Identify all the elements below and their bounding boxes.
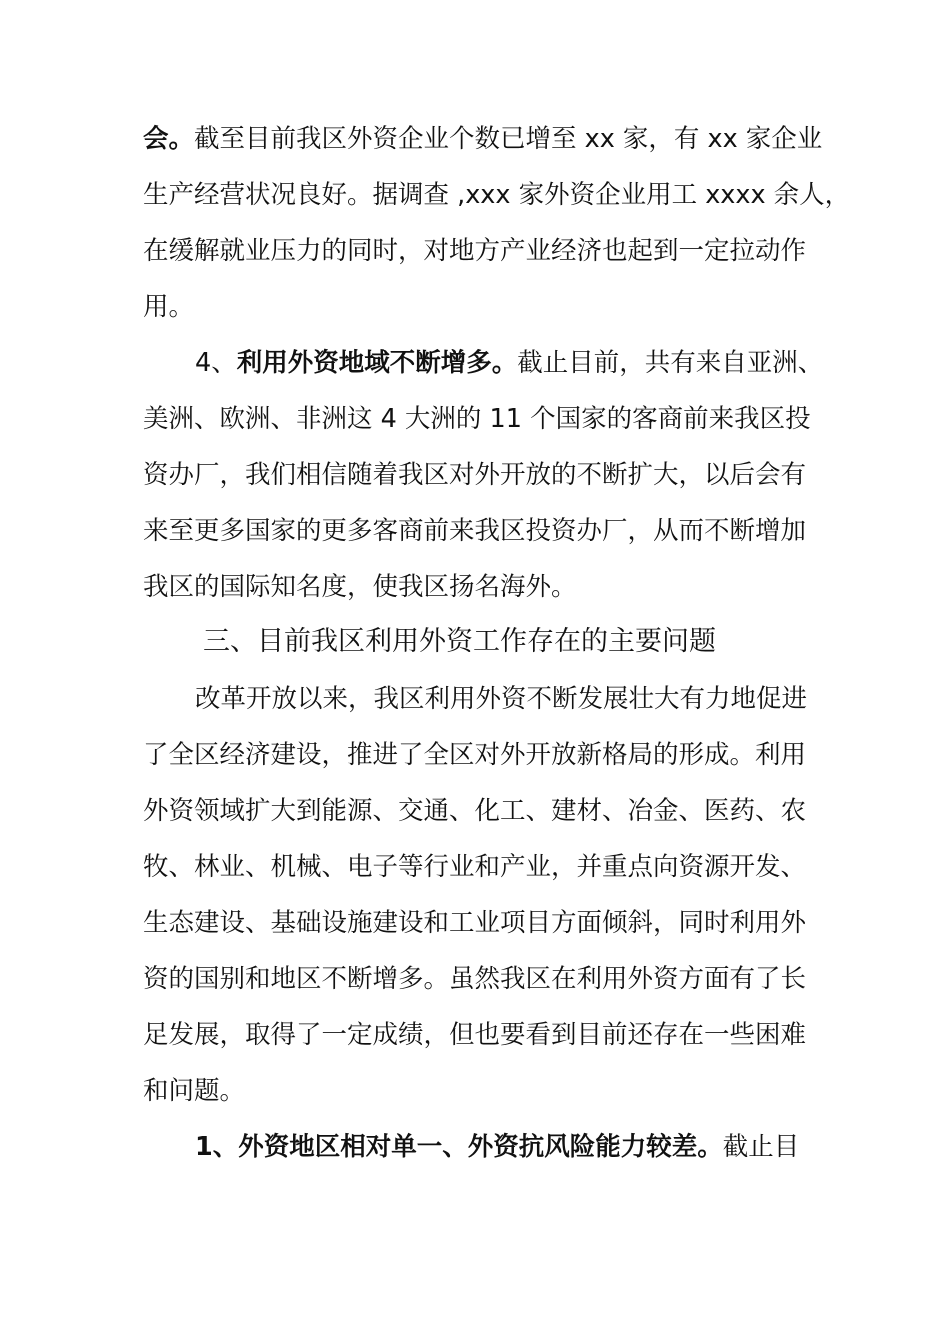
text-span: 截至目前我区外资企业个数已增至 xx 家，有 xx 家企业 xyxy=(194,124,823,154)
bold-lead: 会。 xyxy=(143,124,195,154)
paragraph-line: 足发展，取得了一定成绩，但也要看到目前还存在一些困难 xyxy=(143,1020,807,1050)
paragraph-line: 了全区经济建设，推进了全区对外开放新格局的形成。利用 xyxy=(143,740,807,770)
paragraph-line: 改革开放以来，我区利用外资不断发展壮大有力地促进 xyxy=(195,684,808,714)
paragraph-line: 美洲、欧洲、非洲这 4 大洲的 11 个国家的客商前来我区投 xyxy=(143,404,811,434)
paragraph-line xyxy=(143,121,822,157)
paragraph-line: 牧、林业、机械、电子等行业和产业，并重点向资源开发、 xyxy=(143,852,807,882)
paragraph-line: 资的国别和地区不断增多。虽然我区在利用外资方面有了长 xyxy=(143,964,807,994)
text-span: 截止目 xyxy=(722,1132,800,1162)
item-number: 4、 xyxy=(195,348,237,378)
paragraph-line: 我区的国际知名度，使我区扬名海外。 xyxy=(143,572,577,602)
paragraph-line: 资办厂，我们相信随着我区对外开放的不断扩大，以后会有 xyxy=(143,460,807,490)
section-heading: 三、目前我区利用外资工作存在的主要问题 xyxy=(203,626,716,657)
bold-title: 1、外资地区相对单一、外资抗风险能力较差。 xyxy=(195,1132,723,1162)
paragraph-line: 和问题。 xyxy=(143,1076,246,1106)
paragraph-line: 外资领域扩大到能源、交通、化工、建材、冶金、医药、农 xyxy=(143,796,807,826)
paragraph-line: 生态建设、基础设施建设和工业项目方面倾斜，同时利用外 xyxy=(143,908,807,938)
paragraph-line: 来至更多国家的更多客商前来我区投资办厂，从而不断增加 xyxy=(143,516,807,546)
text-span: 截止目前，共有来自亚洲、 xyxy=(517,348,824,378)
paragraph-line: 生产经营状况良好。据调查 ,xxx 家外资企业用工 xxxx 余人， xyxy=(143,180,851,210)
paragraph-line xyxy=(195,1129,799,1165)
paragraph-line: 用。 xyxy=(143,292,195,322)
bold-title: 利用外资地域不断增多。 xyxy=(236,348,518,378)
paragraph-line: 在缓解就业压力的同时，对地方产业经济也起到一定拉动作 xyxy=(143,236,807,266)
paragraph-line xyxy=(195,345,823,381)
